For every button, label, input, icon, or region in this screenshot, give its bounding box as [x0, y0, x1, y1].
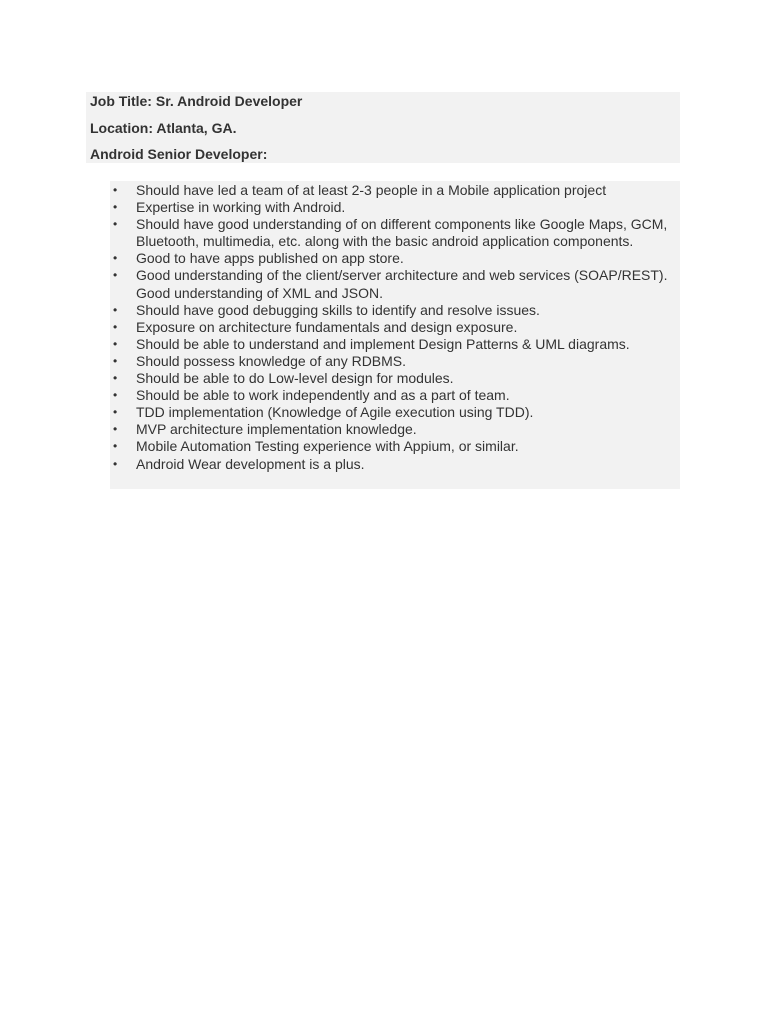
job-title: Job Title: Sr. Android Developer: [90, 93, 303, 109]
bullet-icon: •: [113, 268, 118, 283]
list-item: [110, 353, 680, 370]
list-item: [110, 404, 680, 421]
requirement-text: Should possess knowledge of any RDBMS.: [136, 352, 407, 369]
requirement-text: Good understanding of the client/server architecture and web services (SOAP/REST). Good understanding of XML and JSON.: [136, 267, 668, 301]
list-item: [110, 267, 680, 301]
list-item: [110, 336, 680, 353]
requirement-text: Should be able to work independently and as a part of team.: [136, 387, 510, 404]
role-heading: Android Senior Developer:: [90, 146, 268, 162]
requirement-text: Exposure on architecture fundamentals and design exposure.: [136, 318, 518, 335]
requirement-text: Should have led a team of at least 2-3 people in a Mobile application project: [136, 182, 607, 198]
bullet-icon: •: [113, 302, 118, 317]
requirement-text: Mobile Automation Testing experience with Appium, or similar.: [136, 438, 519, 455]
list-item: [110, 182, 680, 199]
job-location: Location: Atlanta, GA.: [90, 120, 237, 136]
bullet-icon: •: [113, 371, 118, 386]
requirements-section: [110, 181, 680, 489]
bullet-icon: •: [113, 422, 118, 437]
list-item: [110, 319, 680, 336]
bullet-icon: •: [113, 456, 118, 471]
list-item: [110, 438, 680, 455]
bullet-icon: •: [113, 439, 118, 454]
requirement-text: Should have good debugging skills to identify and resolve issues.: [136, 301, 540, 318]
list-item: [110, 216, 680, 250]
requirement-text: TDD implementation (Knowledge of Agile execution using TDD).: [136, 404, 534, 421]
bullet-icon: •: [113, 388, 118, 403]
bullet-icon: •: [113, 353, 118, 368]
bullet-icon: •: [113, 251, 118, 266]
list-item: [110, 421, 680, 438]
requirement-text: Should have good understanding of on different components like Google Maps, GCM, Bluetooth, multimedia, etc. along with the basic android application components.: [136, 216, 668, 250]
job-header: [86, 92, 680, 163]
bullet-icon: •: [113, 405, 118, 420]
list-item: [110, 387, 680, 404]
bullet-icon: •: [113, 319, 118, 334]
requirement-text: Expertise in working with Android.: [136, 199, 346, 216]
list-item: [110, 456, 680, 473]
bullet-icon: •: [113, 183, 118, 197]
requirements-list: [110, 182, 680, 473]
requirement-text: Android Wear development is a plus.: [136, 455, 365, 472]
requirement-text: Good to have apps published on app store.: [136, 250, 404, 267]
list-item: [110, 370, 680, 387]
bullet-icon: •: [113, 217, 118, 232]
list-item: [110, 199, 680, 216]
list-item: [110, 302, 680, 319]
bullet-icon: •: [113, 336, 118, 351]
requirement-text: Should be able to understand and implement Design Patterns & UML diagrams.: [136, 335, 630, 352]
list-item: [110, 250, 680, 267]
requirement-text: MVP architecture implementation knowledge.: [136, 421, 417, 438]
bullet-icon: •: [113, 200, 118, 215]
requirement-text: Should be able to do Low-level design for modules.: [136, 370, 454, 387]
